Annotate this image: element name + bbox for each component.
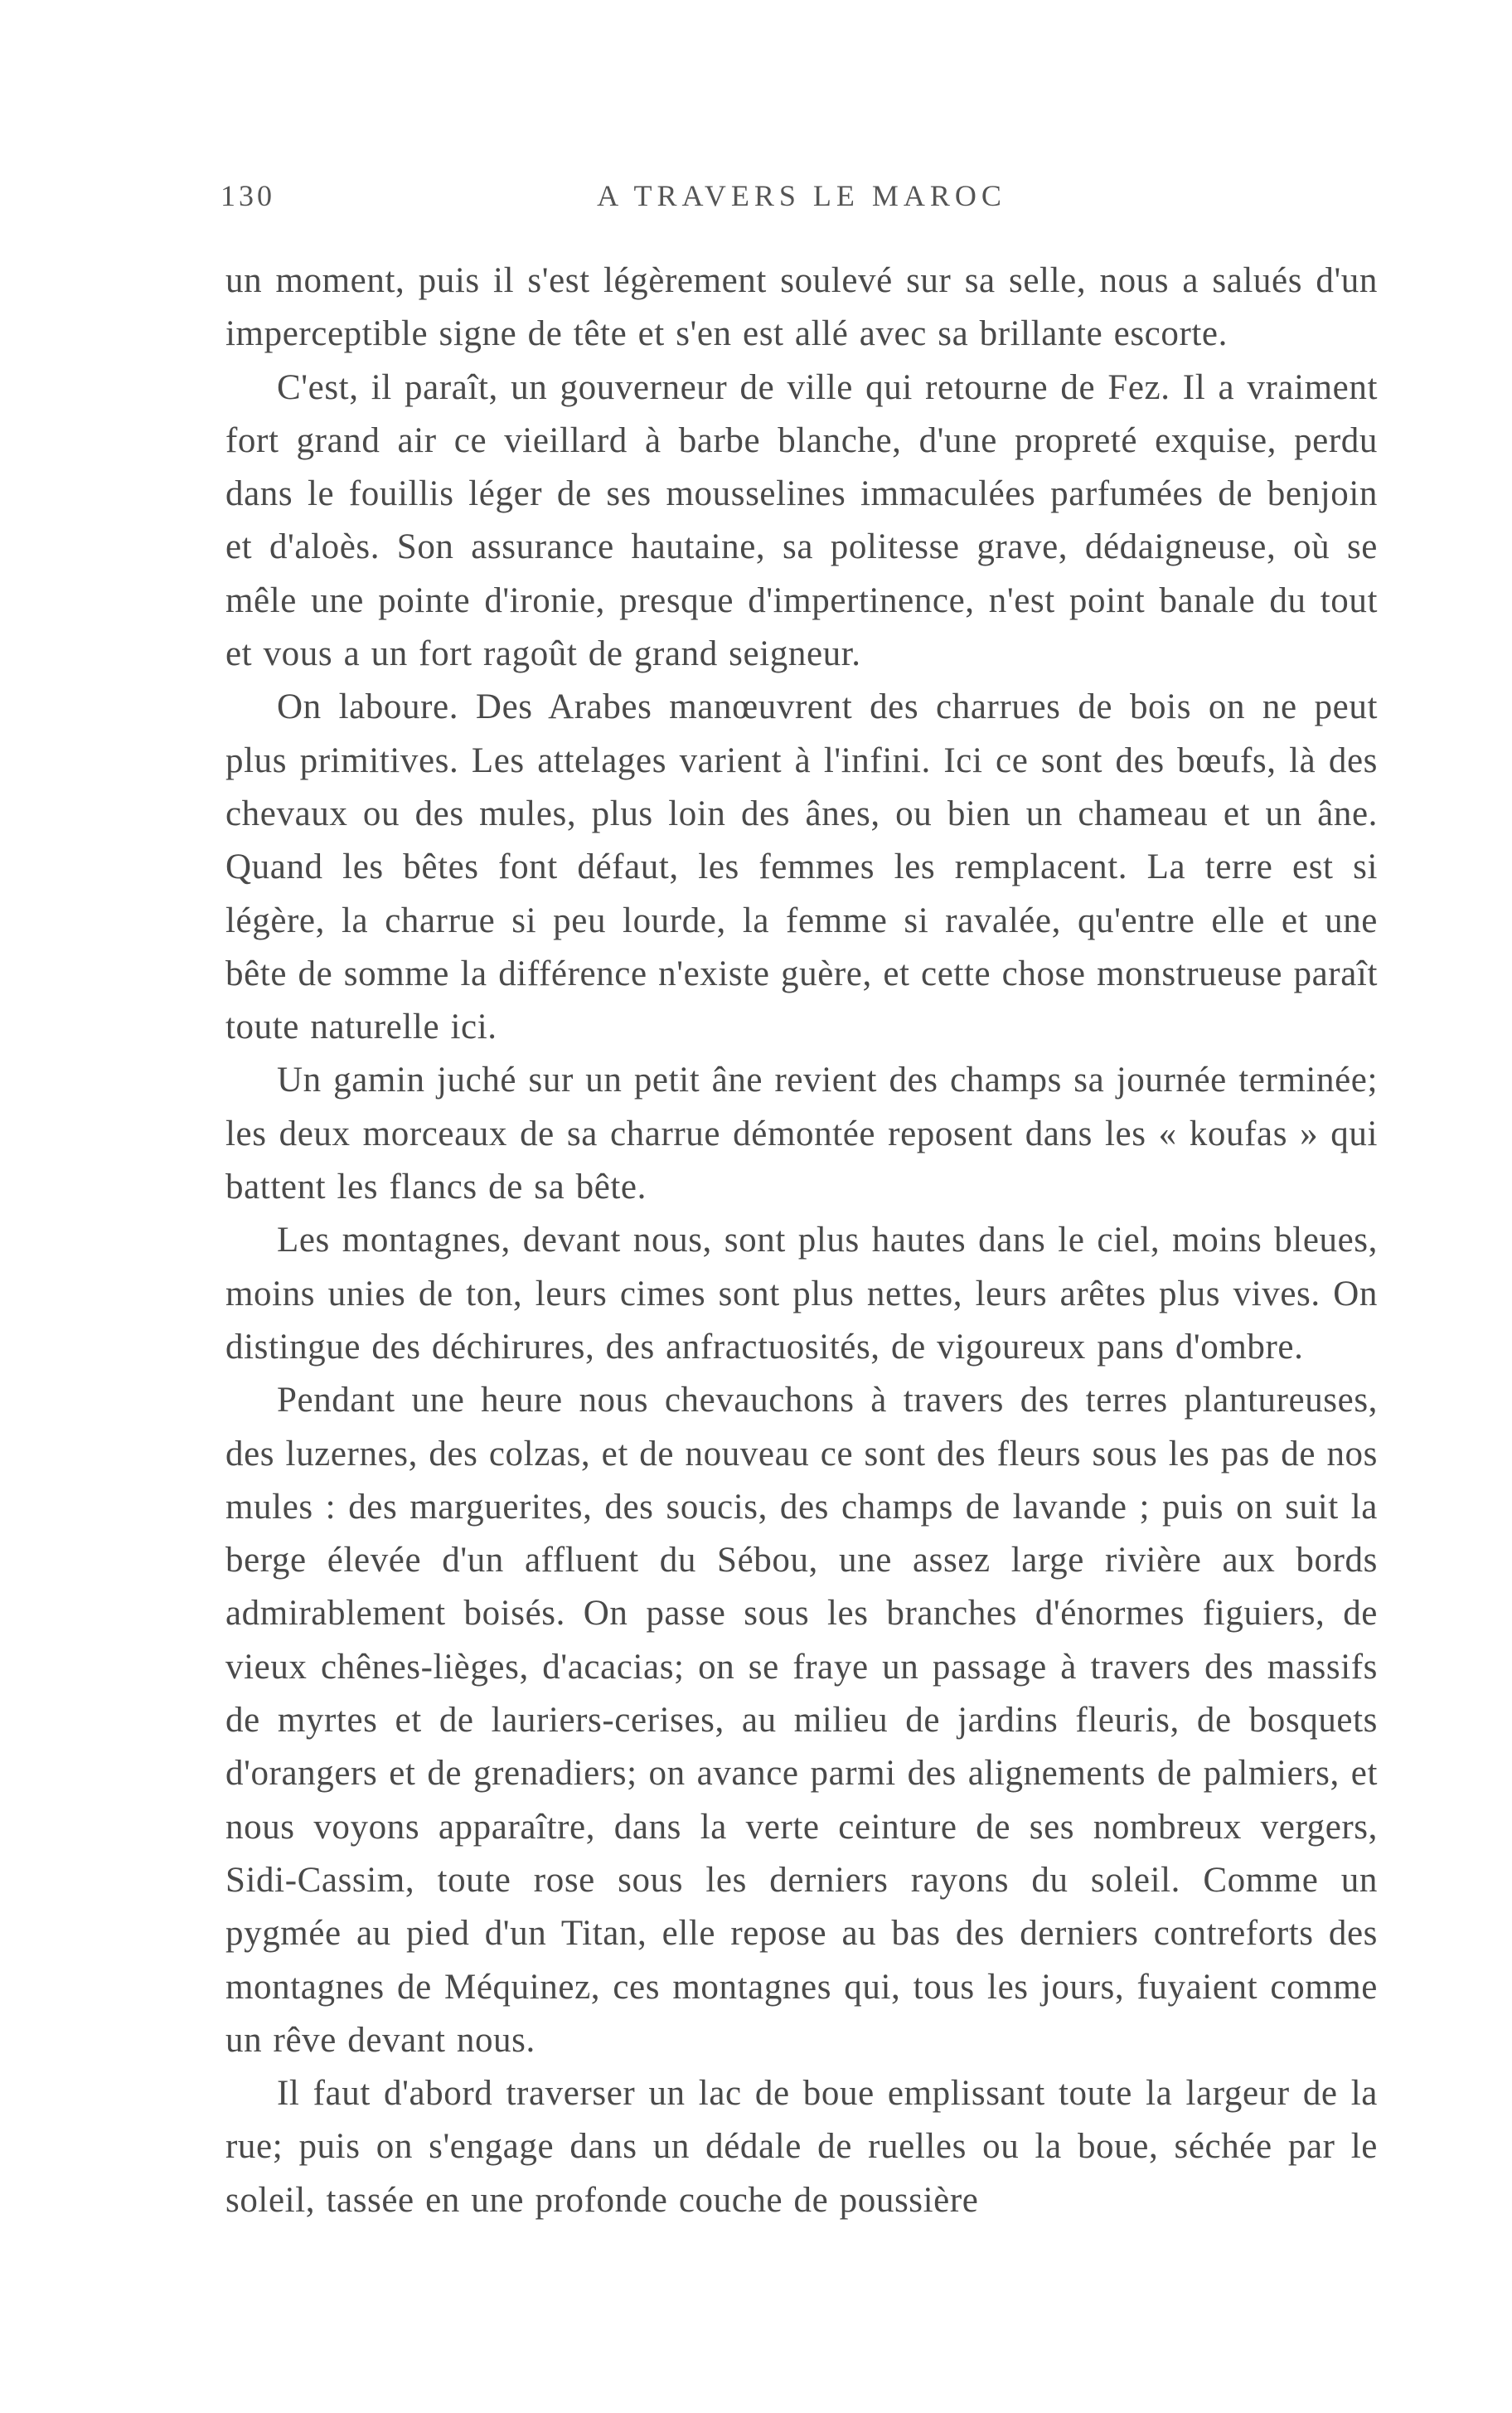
book-page	[220, 178, 1378, 2227]
body-text	[225, 255, 1378, 2227]
paragraph: Pendant une heure nous chevauchons à travers des terres plantureuses, des luzernes, des colzas, et de nouveau ce sont des fleurs sous les pas de nos mules : des marguerites, des soucis, des champs de lavande ; puis on suit la berge élevée d'un affluent du Sébou, une assez large rivière aux bords admirablement boisés. On passe sous les branches d'énormes figuiers, de vieux chênes-lièges, d'acacias; on se fraye un passage à travers des massifs de myrtes et de lauriers-cerises, au milieu de jardins fleuris, de bosquets d'orangers et de grenadiers; on avance parmi des alignements de palmiers, et nous voyons apparaître, dans la verte ceinture de ses nombreux vergers, Sidi-Cassim, toute rose sous les derniers rayons du soleil. Comme un pygmée au pied d'un Titan, elle repose au bas des derniers contreforts des montagnes de Méquinez, ces montagnes qui, tous les jours, fuyaient comme un rêve devant nous.	[225, 1381, 1378, 2060]
paragraph: Il faut d'abord traverser un lac de boue emplissant toute la largeur de la rue; puis on s'engage dans un dédale de ruelles ou la boue, séchée par le soleil, tassée en une profonde couche de poussière	[225, 2074, 1378, 2220]
running-head	[220, 178, 1378, 220]
paragraph: On laboure. Des Arabes manœuvrent des charrues de bois on ne peut plus primitives. Les attelages varient à l'infini. Ici ce sont des bœufs, là des chevaux ou des mules, plus loin des ânes, ou bien un chameau et un âne. Quand les bêtes font défaut, les femmes les remplacent. La terre est si légère, la charrue si peu lourde, la femme si ravalée, qu'entre elle et une bête de somme la différence n'existe guère, et cette chose monstrueuse paraît toute naturelle ici.	[225, 687, 1378, 1047]
paragraph: Un gamin juché sur un petit âne revient des champs sa journée terminée; les deux morceaux de sa charrue démontée reposent dans les « koufas » qui battent les flancs de sa bête.	[225, 1061, 1378, 1207]
paragraph: un moment, puis il s'est légèrement soulevé sur sa selle, nous a salués d'un imperceptible signe de tête et s'en est allé avec sa brillante escorte.	[225, 261, 1378, 354]
paragraph: C'est, il paraît, un gouverneur de ville qui retourne de Fez. Il a vraiment fort grand air ce vieillard à barbe blanche, d'une propreté exquise, perdu dans le fouillis léger de ses mousselines immaculées parfumées de benjoin et d'aloès. Son assurance hautaine, sa politesse grave, dédaigneuse, où se mêle une pointe d'ironie, presque d'impertinence, n'est point banale du tout et vous a un fort ragoût de grand seigneur.	[225, 367, 1378, 674]
page-number: 130	[220, 179, 275, 212]
running-title: A TRAVERS LE MAROC	[597, 179, 1006, 212]
paragraph: Les montagnes, devant nous, sont plus hautes dans le ciel, moins bleues, moins unies de ton, leurs cimes sont plus nettes, leurs arêtes plus vives. On distingue des déchirures, des anfractuosités, de vigoureux pans d'ombre.	[225, 1221, 1378, 1367]
